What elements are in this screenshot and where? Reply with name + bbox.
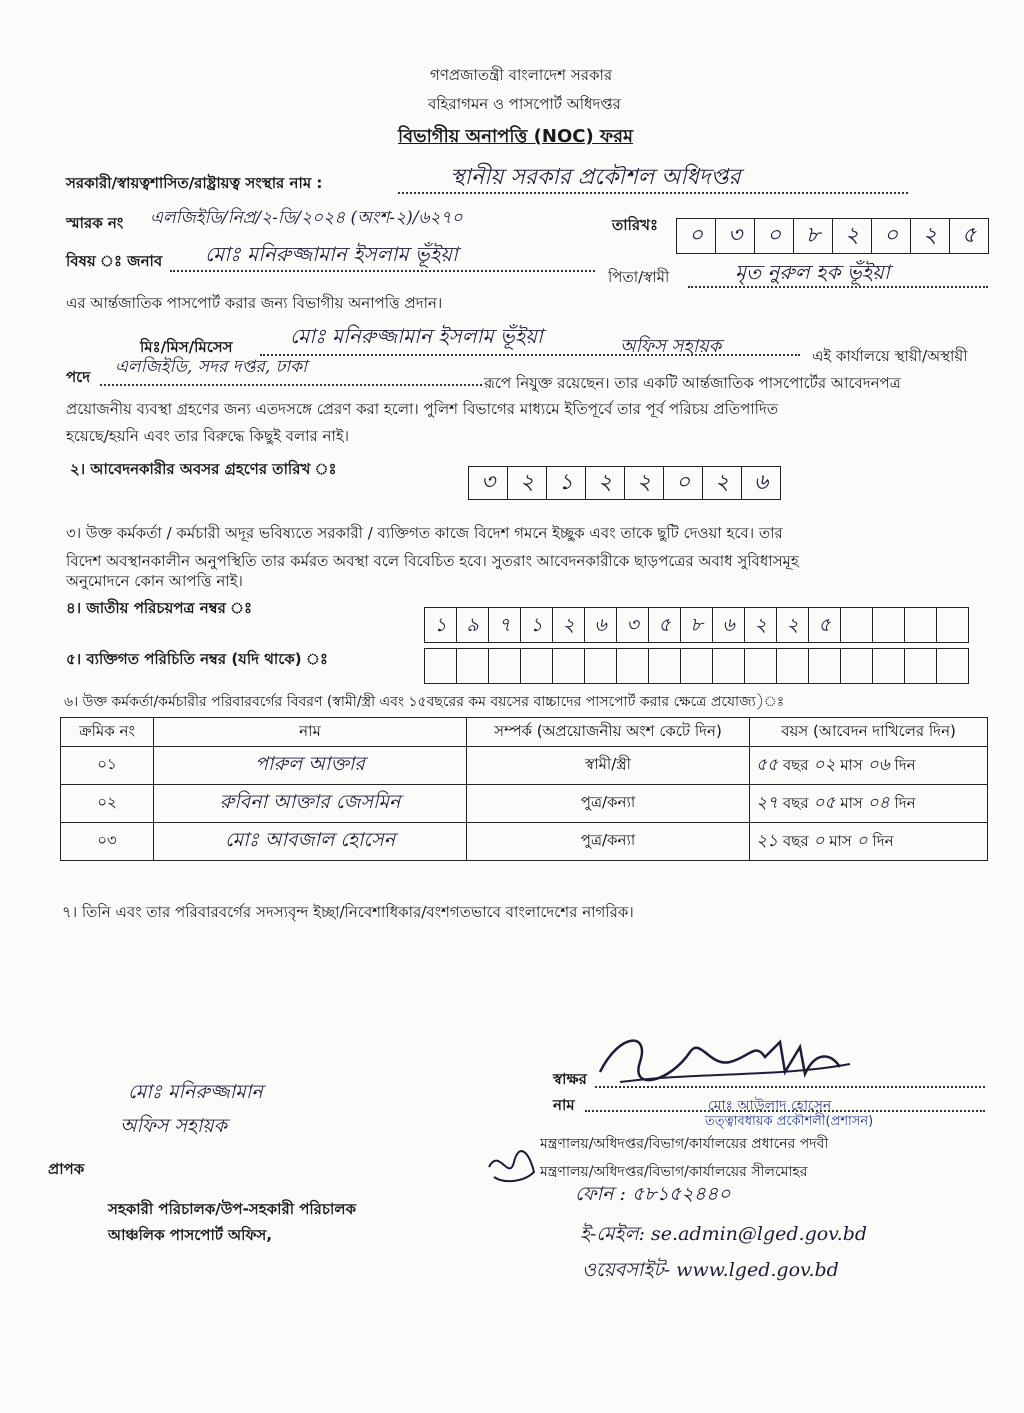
digit-box	[905, 608, 937, 642]
initial-mark	[484, 1142, 544, 1187]
digit-box: ৫	[649, 608, 681, 642]
digit-box	[553, 649, 585, 683]
age-months: ০৫	[813, 792, 836, 813]
signature-mark	[580, 1022, 880, 1102]
row-serial: ০৩	[61, 823, 154, 861]
post-value: এলজিইডি, সদর দপ্তর, ঢাকা	[115, 357, 308, 377]
digit-box	[937, 608, 968, 642]
family-table	[60, 717, 988, 861]
family-row	[61, 823, 988, 861]
digit-box	[777, 649, 809, 683]
days-label: দিন	[894, 755, 916, 774]
member-age	[750, 747, 988, 785]
digit-box: ০	[664, 467, 703, 499]
personal-id-label: ৫। ব্যক্তিগত পরিচিতি নম্বর (যদি থাকে) ঃ	[66, 650, 328, 668]
para1-suffix: এই কার্যালয়ে স্থায়ী/অস্থায়ী	[812, 347, 968, 365]
digit-box	[521, 649, 553, 683]
digit-box	[713, 649, 745, 683]
digit-box: ২	[833, 219, 872, 253]
govt-title: গণপ্রজাতন্ত্রী বাংলাদেশ সরকার	[430, 66, 613, 84]
member-name: পারুল আক্তার	[154, 747, 467, 785]
para1-line4: হয়েছে/হয়নি এবং তার বিরুদ্ধে কিছুই বলার নাই।	[66, 427, 350, 445]
years-label: বছর	[782, 793, 809, 812]
subject-line2: এর আর্ন্তজাতিক পাসপোর্ট করার জন্য বিভাগীয় অনাপত্তি প্রদান।	[66, 294, 443, 312]
officer-name-label: নাম	[553, 1096, 575, 1114]
member-age	[750, 785, 988, 823]
row-serial: ০১	[61, 747, 154, 785]
org-name-label: সরকারী/স্বায়ত্বশাসিত/রাষ্ট্রায়ত্ব সংস্থার নাম :	[66, 174, 323, 192]
digit-box: ২	[625, 467, 664, 499]
retirement-date-label: ২। আবেদনকারীর অবসর গ্রহণের তারিখ ঃ	[70, 460, 337, 478]
office-phone: ফোন : ৫৮১৫২৪৪০	[575, 1183, 731, 1205]
post-underline	[100, 384, 482, 386]
digit-box: ২	[553, 608, 585, 642]
digit-box: ১	[521, 608, 553, 642]
digit-box: ৫	[809, 608, 841, 642]
digit-box	[457, 649, 489, 683]
digit-box: ৯	[457, 608, 489, 642]
employee-office: অফিস সহায়ক	[620, 336, 722, 357]
days-label: দিন	[872, 831, 894, 850]
designation-label: মন্ত্রণালয়/অধিদপ্তর/বিভাগ/কার্যালয়ের প্রধানের পদবী	[540, 1136, 829, 1152]
months-label: মাস	[840, 793, 863, 812]
seal-label: মন্ত্রণালয়/অধিদপ্তর/বিভাগ/কার্যালয়ের সীলমোহর	[540, 1164, 808, 1180]
memo-label: স্মারক নং	[66, 214, 124, 232]
digit-box	[873, 608, 905, 642]
digit-box: ১	[547, 467, 586, 499]
member-name: রুবিনা আক্তার জেসমিন	[154, 785, 467, 823]
digit-box: ২	[586, 467, 625, 499]
digit-box: ৫	[961, 223, 977, 248]
digit-box	[585, 649, 617, 683]
age-years: ২১	[756, 830, 779, 851]
sign-label: স্বাক্ষর	[553, 1070, 587, 1088]
digit-box	[841, 649, 873, 683]
col-name: নাম	[154, 718, 467, 747]
citizenship-statement: ৭। তিনি এবং তার পরিবারবর্গের সদস্যবৃন্দ ইচ্ছা/নিবেশাধিকার/বংশগতভাবে বাংলাদেশের নাগরিক।	[62, 903, 634, 921]
digit-box: ১	[425, 608, 457, 642]
digit-box	[649, 649, 681, 683]
digit-box: ৮	[794, 219, 833, 253]
date-boxes	[676, 218, 989, 254]
years-label: বছর	[782, 831, 809, 850]
digit-box: ২	[508, 467, 547, 499]
age-days: ০৪	[867, 792, 890, 813]
member-name: মোঃ আবজাল হোসেন	[154, 823, 467, 861]
family-row	[61, 747, 988, 785]
office-website: ওয়েবসাইট- www.lged.gov.bd	[582, 1259, 839, 1281]
digit-box: ৩	[716, 219, 755, 253]
digit-box	[841, 608, 873, 642]
digit-box	[425, 649, 457, 683]
digit-box	[905, 649, 937, 683]
age-days: ০	[856, 830, 868, 851]
father-value: মৃত নুরুল হক ভূঁইয়া	[735, 260, 890, 284]
stamp-officer-name: মোঃ আউলাদ হোসেন	[708, 1098, 832, 1114]
digit-box: ৭	[489, 608, 521, 642]
family-row	[61, 785, 988, 823]
para1-line3: প্রয়োজনীয় ব্যবস্থা গ্রহণের জন্য এতদসঙ্গে প্রেরণ করা হলো। পুলিশ বিভাগের মাধ্যমে ইতিপূর্বে তার পূর্ব পরিচয় প্রতিপাদিত	[66, 400, 779, 418]
nid-boxes	[424, 607, 969, 643]
digit-box: ৬	[713, 608, 745, 642]
months-label: মাস	[840, 755, 863, 774]
row-serial: ০২	[61, 785, 154, 823]
digit-box	[937, 649, 968, 683]
digit-box: ৩	[469, 467, 508, 499]
digit-box	[873, 649, 905, 683]
digit-box: ০	[755, 219, 794, 253]
col-age: বয়স (আবেদন দাখিলের দিন)	[750, 718, 988, 747]
recipient-label: প্রাপক	[48, 1160, 85, 1178]
member-age	[750, 823, 988, 861]
memo-value: এলজিইডি/নিপ্র/২-ডি/২০২৪ (অংশ-২)/৬২৭০	[150, 208, 463, 228]
digit-box: ২	[777, 608, 809, 642]
digit-box: ০	[872, 219, 911, 253]
personal-id-boxes	[424, 648, 969, 684]
digit-box: ২	[911, 219, 950, 253]
digit-box: ৩	[617, 608, 649, 642]
member-relation: স্বামী/স্ত্রী	[467, 747, 750, 785]
age-months: ০	[813, 830, 825, 851]
col-serial: ক্রমিক নং	[61, 718, 154, 747]
age-days: ০৬	[867, 754, 890, 775]
item3-line2: বিদেশ অবস্থানকালীন অনুপস্থিতি তার কর্মরত অবস্থা বলে বিবেচিত হবে। সুতরাং আবেদনকারীকে ছাড়পত্রের অবাধ সুবিধাসমূহ	[66, 552, 799, 570]
item3-line1: ৩। উক্ত কর্মকর্তা / কর্মচারী অদূর ভবিষ্যতে সরকারী / ব্যক্তিগত কাজে বিদেশ গমনে ইচ্ছুক এবং তাকে ছুটি দেওয়া হবে। তার	[66, 524, 783, 542]
retirement-date-boxes	[468, 466, 781, 500]
digit-box	[681, 649, 713, 683]
digit-box	[745, 649, 777, 683]
stamp-officer-title: তত্ত্বাবধায়ক প্রকৌশলী(প্রশাসন)	[705, 1114, 874, 1129]
handwritten-name: মোঃ মনিরুজ্জামান	[128, 1081, 263, 1103]
digit-box	[809, 649, 841, 683]
handwritten-designation: অফিস সহায়ক	[120, 1115, 227, 1137]
digit-box: ২	[703, 467, 742, 499]
digit-box: ০	[677, 219, 716, 253]
post-label: পদে	[66, 368, 91, 386]
digit-box	[489, 649, 521, 683]
recipient-line2: আঞ্চলিক পাসপোর্ট অফিস,	[108, 1226, 273, 1244]
age-months: ০২	[813, 754, 836, 775]
org-name-value: স্থানীয় সরকার প্রকৌশল অধিদপ্তর	[450, 165, 741, 190]
sign-underline	[595, 1086, 985, 1088]
para1-line2: রূপে নিযুক্ত রয়েছেন। তার একটি আর্ন্তজাতিক পাসপোর্টের আবেদনপত্র	[484, 374, 901, 392]
digit-box: ২	[745, 608, 777, 642]
salutation: মিঃ/মিস/মিসেস	[140, 338, 233, 356]
age-years: ২৭	[756, 792, 779, 813]
digit-box	[617, 649, 649, 683]
subject-name-value: মোঃ মনিরুজ্জামান ইসলাম ভূঁইয়া	[205, 242, 458, 266]
subject-label: বিষয় ঃ জনাব	[66, 252, 163, 270]
date-label: তারিখঃ	[612, 216, 658, 234]
nid-label: ৪। জাতীয় পরিচয়পত্র নম্বর ঃ	[66, 599, 253, 617]
family-label: ৬। উক্ত কর্মকর্তা/কর্মচারীর পরিবারবর্গের বিবরণ (স্বামী/স্ত্রী এবং ১৫বছরের কম বয়সের বাচ্চাদের পাসপোর্ট করার ক্ষেত্রে প্রযোজ্য)ঃ	[64, 694, 785, 710]
employee-name: মোঃ মনিরুজ্জামান ইসলাম ভূঁইয়া	[290, 324, 543, 348]
digit-box: ৮	[681, 608, 713, 642]
member-relation: পুত্র/কন্যা	[467, 785, 750, 823]
dept-title: বহিরাগমন ও পাসপোর্ট অধিদপ্তর	[428, 95, 621, 113]
col-relation: সম্পর্ক (অপ্রয়োজনীয় অংশ কেটে দিন)	[467, 718, 750, 747]
digit-box: ৬	[585, 608, 617, 642]
office-email: ই-মেইল: se.admin@lged.gov.bd	[580, 1223, 868, 1245]
days-label: দিন	[894, 793, 916, 812]
father-label: পিতা/স্বামী	[608, 268, 670, 286]
digit-box: ৬	[753, 470, 769, 495]
recipient-line1: সহকারী পরিচালক/উপ-সহকারী পরিচালক	[108, 1200, 357, 1218]
months-label: মাস	[829, 831, 852, 850]
age-years: ৫৫	[756, 754, 779, 775]
form-title: বিভাগীয় অনাপত্তি (NOC) ফরম	[398, 126, 634, 147]
years-label: বছর	[782, 755, 809, 774]
item3-line3: অনুমোদনে কোন আপত্তি নাই।	[66, 572, 243, 590]
member-relation: পুত্র/কন্যা	[467, 823, 750, 861]
